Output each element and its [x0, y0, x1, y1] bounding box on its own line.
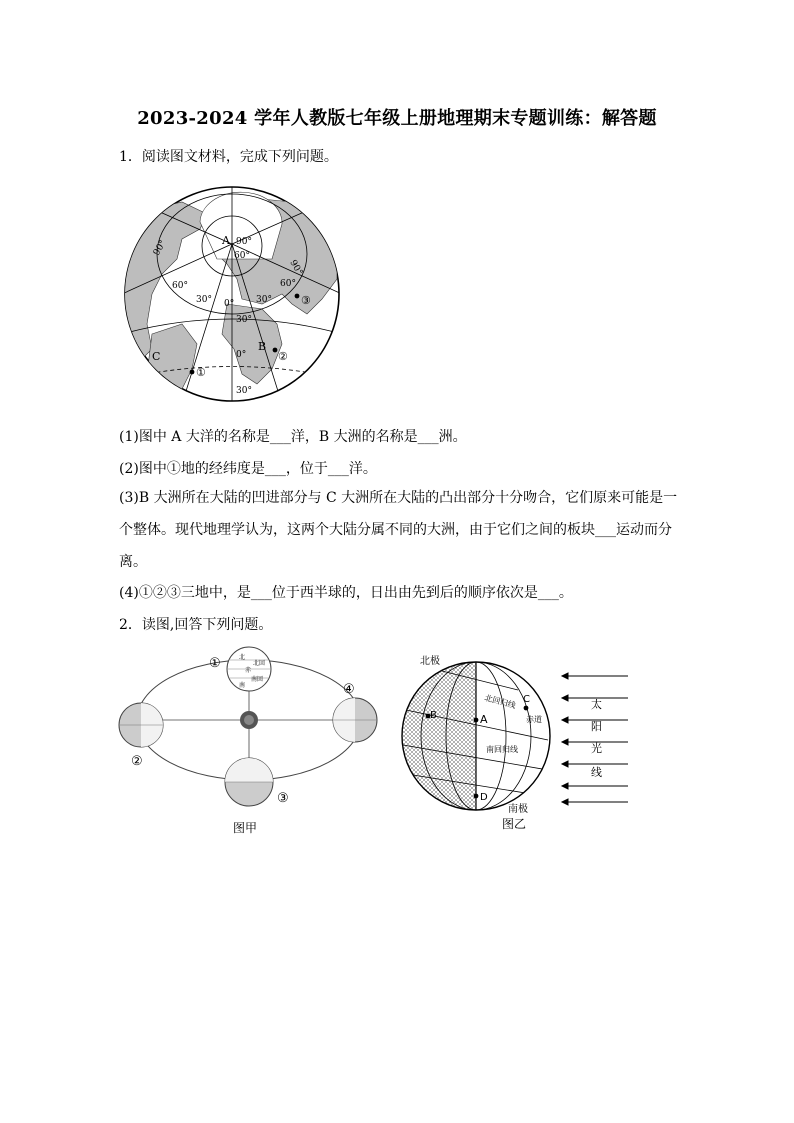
- label-B: B: [258, 340, 267, 353]
- label-lon-90e: 90°: [287, 258, 305, 278]
- earth-position-4: [333, 698, 377, 742]
- label-position-3: ③: [277, 791, 289, 806]
- label-lat-60c: 60°: [280, 279, 296, 289]
- world-map-figure: [122, 184, 342, 404]
- q1-sub3: (3)B 大洲所在大陆的凹进部分与 C 大洲所在大陆的凸出部分十分吻合，它们原来可能是一个整体。现代地理学认为，这两个大陆分属不同的大洲，由于它们之间的板块___运动而分离。: [119, 490, 678, 570]
- globe1-text-2: 赤: [245, 667, 252, 674]
- point-2-marker: [273, 348, 278, 353]
- label-lon-90w: 90°: [151, 238, 169, 258]
- label-north-pole: 北极: [420, 656, 440, 667]
- globe1-text-3: 南回: [251, 676, 264, 683]
- sunlight-arrows: [562, 673, 628, 805]
- point-1-marker: [190, 370, 195, 375]
- point-C-marker: [524, 706, 529, 711]
- q1-stem: 1．阅读图文材料，完成下列问题。: [119, 149, 338, 165]
- point-D-marker: [474, 794, 479, 799]
- label-position-1: ①: [209, 656, 221, 671]
- earth-position-1: [227, 647, 271, 691]
- sun-char-1: 太: [591, 698, 602, 711]
- label-south-pole: 南极: [508, 804, 528, 815]
- figure-yi-caption: 图乙: [502, 817, 527, 831]
- label-lat-30s: 30°: [236, 386, 252, 396]
- label-lat-0: 0°: [236, 350, 247, 360]
- label-point-3: ③: [301, 294, 311, 307]
- point-A-marker: [474, 718, 479, 723]
- label-position-2: ②: [131, 754, 143, 769]
- globe1-text-1: 北回: [253, 660, 266, 667]
- sun-char-4: 线: [591, 766, 602, 779]
- day-night-figure: [398, 650, 638, 835]
- globe1-text-4: 南: [239, 682, 246, 689]
- label-lon-0-upper: 0°: [224, 299, 235, 309]
- point-3-marker: [295, 294, 300, 299]
- label-tropic-south: 南回归线: [486, 745, 518, 754]
- earth-position-2: [119, 703, 163, 747]
- label-A: A: [222, 234, 230, 247]
- q1-sub2: (2)图中①地的经纬度是___，位于___洋。: [119, 461, 377, 477]
- label-C: C: [152, 350, 161, 363]
- label-lat-60a: 60°: [172, 281, 188, 291]
- label-C-yi: C: [523, 694, 530, 705]
- label-position-4: ④: [343, 682, 355, 697]
- sun-char-3: 光: [591, 742, 602, 755]
- night-side: [398, 660, 476, 812]
- page-title: 2023-2024 学年人教版七年级上册地理期末专题训练：解答题: [137, 108, 657, 129]
- label-point-2: ②: [278, 350, 288, 363]
- label-lat-90: 90°: [236, 237, 252, 247]
- label-tropic-north: 北回归线: [483, 693, 517, 711]
- label-B-yi: B: [430, 710, 437, 721]
- label-lat-30a: 30°: [196, 295, 212, 305]
- q2-stem: 2．读图,回答下列问题。: [119, 617, 273, 633]
- label-point-1: ①: [196, 366, 206, 379]
- earth-position-3: [225, 758, 273, 806]
- earth-orbit-figure: [115, 645, 390, 840]
- sun-char-2: 阳: [591, 720, 602, 733]
- label-equator: 赤道: [526, 715, 542, 724]
- label-lat-30c: 30°: [236, 315, 252, 325]
- label-A-yi: A: [480, 713, 488, 726]
- q1-sub4: (4)①②③三地中，是___位于西半球的，日出由先到后的顺序依次是___。: [119, 585, 573, 601]
- globe1-text-0: 北: [239, 654, 246, 661]
- q1-sub1: (1)图中 A 大洋的名称是___洋，B 大洲的名称是___洲。: [119, 429, 467, 445]
- label-lat-60b: 60°: [234, 251, 250, 261]
- figure-jia-caption: 图甲: [233, 821, 258, 835]
- label-D-yi: D: [480, 792, 488, 803]
- label-lat-30b: 30°: [256, 295, 272, 305]
